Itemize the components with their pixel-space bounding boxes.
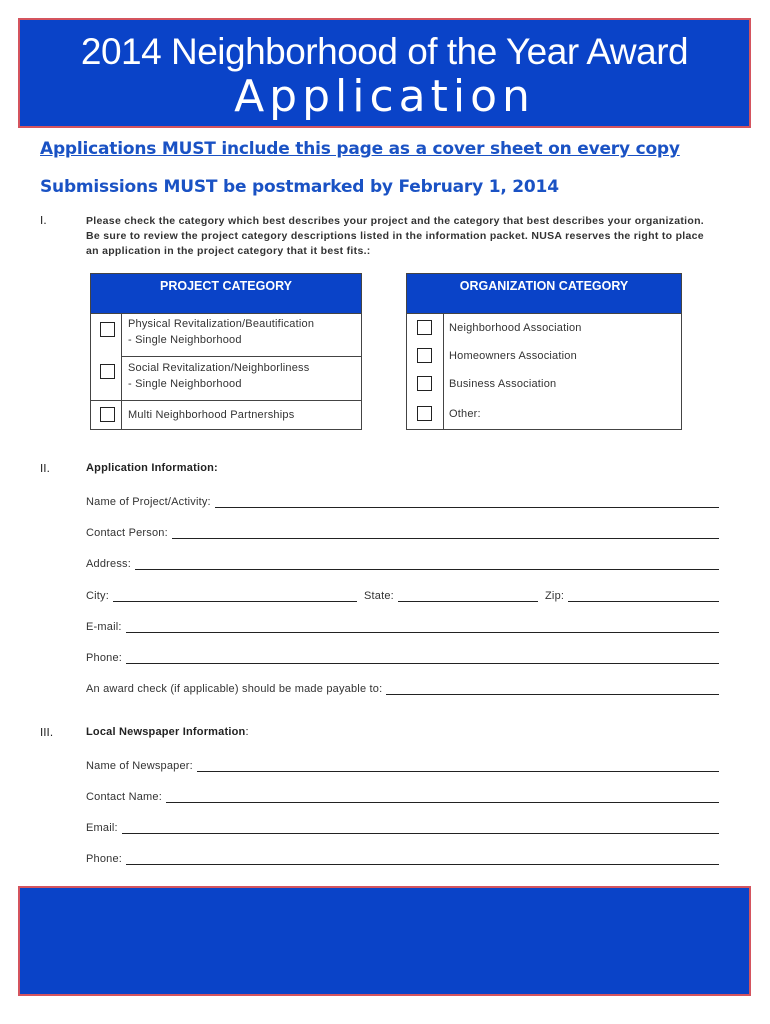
org-business-checkbox[interactable] <box>417 376 432 391</box>
section-1-instructions: Please check the category which best describes your project and the category that best describes your organization. Be sure to review the project category descriptions listed in the information packet. NUSA reserves the right to place an application in the project category that it best fits.: <box>86 215 705 257</box>
newspaper-contact-label: Contact Name: <box>86 791 162 803</box>
project-social-option <box>128 360 309 392</box>
project-name-label: Name of Project/Activity: <box>86 496 211 508</box>
award-title: 2014 Neighborhood of the Year Award <box>80 31 689 72</box>
payable-to-label: An award check (if applicable) should be made payable to: <box>86 683 383 695</box>
project-physical-checkbox[interactable] <box>100 322 115 337</box>
newspaper-contact-field[interactable] <box>86 787 719 803</box>
project-name-field[interactable] <box>86 492 719 508</box>
city-input[interactable] <box>113 590 357 602</box>
city-label: City: <box>86 590 109 602</box>
contact-person-label: Contact Person: <box>86 527 168 539</box>
zip-label: Zip: <box>545 590 565 602</box>
org-homeowners-option: Homeowners Association <box>449 350 577 362</box>
org-neighborhood-option: Neighborhood Association <box>449 322 582 334</box>
section-3-title-text: Local Newspaper Information <box>86 726 246 738</box>
project-multi-option: Multi Neighborhood Partnerships <box>128 409 295 421</box>
payable-to-input[interactable] <box>386 683 719 695</box>
newspaper-name-input[interactable] <box>197 760 719 772</box>
org-business-option: Business Association <box>449 378 557 390</box>
state-input[interactable] <box>398 590 538 602</box>
newspaper-email-label: Email: <box>86 822 118 834</box>
section-3-title <box>86 726 249 738</box>
newspaper-contact-input[interactable] <box>166 791 719 803</box>
newspaper-name-field[interactable] <box>86 756 719 772</box>
email-field[interactable] <box>86 617 719 633</box>
option-sublabel: - Single Neighborhood <box>128 378 242 390</box>
project-multi-checkbox[interactable] <box>100 407 115 422</box>
phone-field[interactable] <box>86 648 719 664</box>
section-1-numeral: I. <box>40 214 47 227</box>
header-banner <box>18 18 751 128</box>
email-label: E-mail: <box>86 621 122 633</box>
section-2-numeral: II. <box>40 462 50 475</box>
org-other-option: Other: <box>449 408 481 420</box>
application-title: Application <box>234 71 535 122</box>
zip-input[interactable] <box>568 590 719 602</box>
city-field[interactable] <box>86 586 357 602</box>
newspaper-name-label: Name of Newspaper: <box>86 760 193 772</box>
newspaper-email-field[interactable] <box>86 818 719 834</box>
address-label: Address: <box>86 558 132 570</box>
cover-sheet-notice: Applications MUST include this page as a cover sheet on every copy <box>40 139 680 159</box>
address-input[interactable] <box>135 558 719 570</box>
footer-band <box>18 886 751 996</box>
option-label: Social Revitalization/Neighborliness <box>128 362 310 374</box>
project-name-input[interactable] <box>215 496 719 508</box>
option-label: Physical Revitalization/Beautification <box>128 318 315 330</box>
section-3-numeral: III. <box>40 726 54 739</box>
option-sublabel: - Single Neighborhood <box>128 334 242 346</box>
email-input[interactable] <box>126 621 719 633</box>
org-other-checkbox[interactable] <box>417 406 432 421</box>
org-homeowners-checkbox[interactable] <box>417 348 432 363</box>
organization-category-table <box>406 273 682 430</box>
state-field[interactable] <box>364 586 538 602</box>
state-label: State: <box>364 590 394 602</box>
organization-category-header: ORGANIZATION CATEGORY <box>407 274 681 314</box>
section-2-title: Application Information: <box>86 462 218 474</box>
newspaper-email-input[interactable] <box>122 822 719 834</box>
deadline-notice: Submissions MUST be postmarked by February 1, 2014 <box>40 177 559 197</box>
zip-field[interactable] <box>545 586 719 602</box>
address-field[interactable] <box>86 554 719 570</box>
phone-label: Phone: <box>86 652 123 664</box>
payable-to-field[interactable] <box>86 679 719 695</box>
newspaper-phone-label: Phone: <box>86 853 123 865</box>
newspaper-phone-field[interactable] <box>86 849 719 865</box>
section-3-title-colon: : <box>245 726 249 738</box>
phone-input[interactable] <box>126 652 719 664</box>
newspaper-phone-input[interactable] <box>126 853 719 865</box>
contact-person-field[interactable] <box>86 523 719 539</box>
contact-person-input[interactable] <box>172 527 719 539</box>
org-neighborhood-checkbox[interactable] <box>417 320 432 335</box>
project-category-table <box>90 273 362 430</box>
project-social-checkbox[interactable] <box>100 364 115 379</box>
project-category-header: PROJECT CATEGORY <box>91 274 361 314</box>
project-physical-option <box>128 316 314 348</box>
